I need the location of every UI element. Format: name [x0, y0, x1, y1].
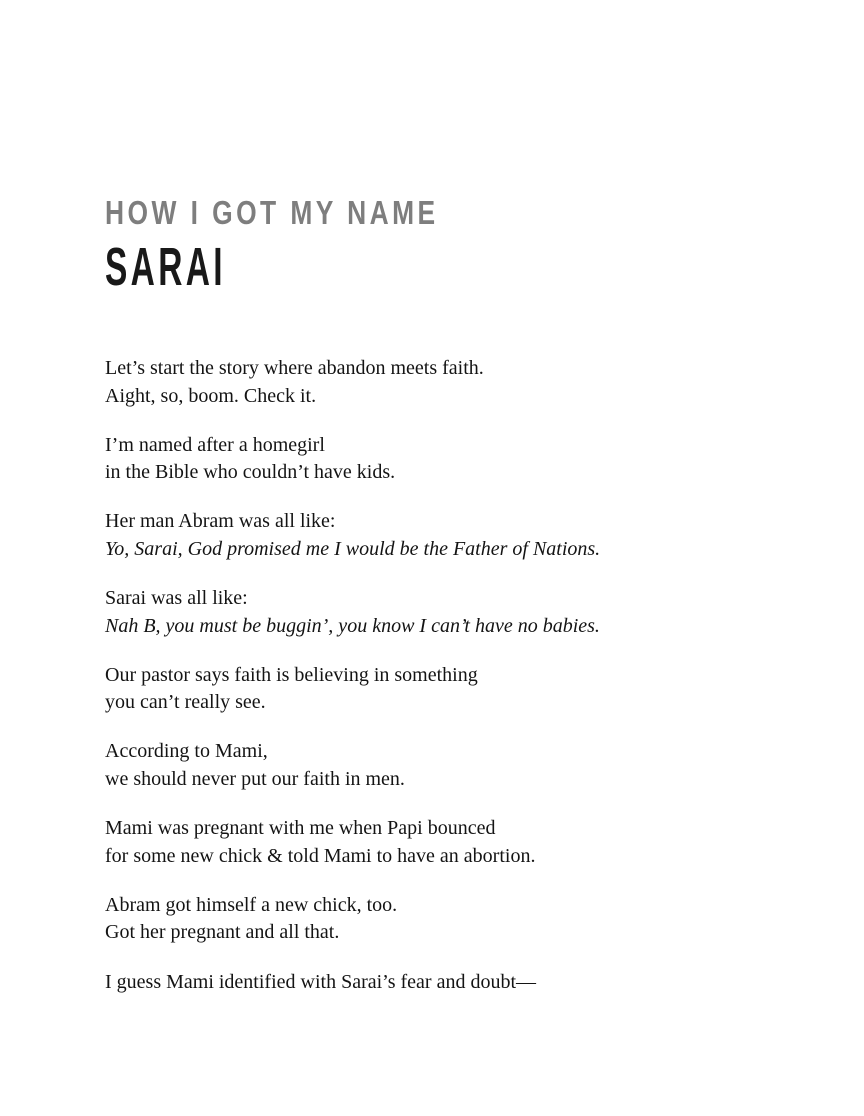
stanza [105, 432, 725, 487]
poem-line-italic: Nah B, you must be buggin’, you know I can’t have no babies. [105, 614, 600, 637]
poem-line: in the Bible who couldn’t have kids. [105, 461, 396, 484]
poem-line: Let’s start the story where abandon meets faith. [105, 357, 484, 379]
poem-line: you can’t really see. [105, 691, 266, 714]
poem-line: for some new chick & told Mami to have an abortion. [105, 844, 536, 867]
poem-kicker-row [105, 196, 522, 229]
poem-line: Mami was pregnant with me when Papi bounced [105, 817, 496, 840]
stanza [105, 969, 725, 997]
stanza [105, 355, 725, 410]
stanza [105, 585, 725, 640]
poem-line: According to Mami, [105, 740, 268, 763]
poem-line: Got her pregnant and all that. [105, 921, 340, 944]
stanza [105, 662, 725, 717]
poem-line: Our pastor says faith is believing in something [105, 663, 478, 686]
poem-line: I guess Mami identified with Sarai’s fear and doubt— [105, 970, 537, 993]
poem-title-block [105, 194, 522, 297]
stanza [105, 892, 725, 947]
stanza [105, 815, 725, 870]
poem-line: Her man Abram was all like: [105, 510, 336, 533]
poem-kicker: HOW I GOT MY NAME [105, 194, 439, 231]
stanza [105, 508, 725, 563]
poem-line: Aight, so, boom. Check it. [105, 384, 317, 407]
poem-line: Sarai was all like: [105, 587, 248, 610]
poem-body [105, 355, 725, 1018]
poem-line: we should never put our faith in men. [105, 768, 405, 791]
poem-title-row [105, 229, 522, 297]
poem-line: I’m named after a homegirl [105, 433, 325, 456]
stanza [105, 738, 725, 793]
poem-line: Abram got himself a new chick, too. [105, 893, 398, 916]
poem-title: SARAI [105, 237, 226, 297]
poem-line-italic: Yo, Sarai, God promised me I would be the Father of Nations. [105, 537, 601, 560]
